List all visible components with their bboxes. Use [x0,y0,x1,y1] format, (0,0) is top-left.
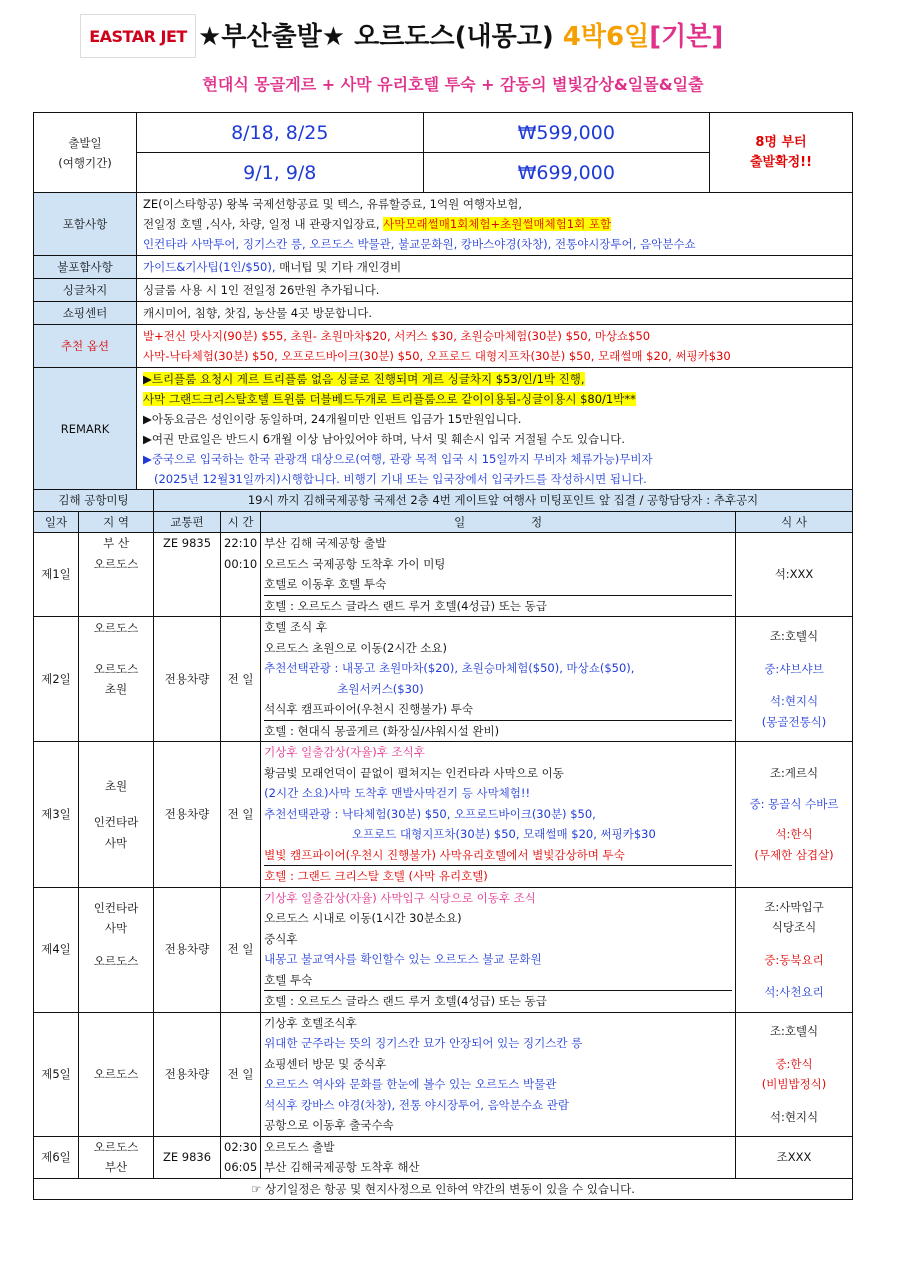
shopping-label: 쇼핑센터 [34,302,137,325]
excludes-content: 가이드&기사팁(1인/$50), 매너팁 및 기타 개인경비 [137,256,853,279]
includes-content: ZE(이스타항공) 왕복 국제선항공료 및 텍스, 유류할증료, 1억원 여행자보험, 전일정 호텔 ,식사, 차량, 일정 내 관광지입장료, 사막모래썰매1회체험+초원썰매체험1회 포함 인컨타라 사막투어, 징기스칸 릉, 오르도스 박물관, 불교문화원, 캉바스야경(차창), 전통야시장투어, 음악분수쇼 [137,193,853,256]
options-content: 발+전신 맛사지(90분) $55, 초원- 초원마차$20, 서커스 $30, 초원승마체험(30분) $50, 마상쇼$50 사막-낙타체험(30분) $50, 오프로드바이크(30분) $50, 오프로드 대형지프차(30분) $50, 모래썰매 $20, 써핑카$30 [137,325,853,368]
single-charge-label: 싱글차지 [34,279,137,302]
day-label: 제3일 [34,742,79,888]
day-schedule: 호텔 조식 후 오르도스 초원으로 이동(2시간 소요) 추천선택관광 : 내몽고 초원마차($20), 초원승마체험($50), 마상쇼($50), 초원서커스($30) 석식후 캠프파이어(우천시 진행불가) 투숙 호텔 : 현대식 몽골게르 (화장실/샤워시설 완비) [261,617,736,742]
day-meals: 조XXX [736,1136,853,1178]
title-duration: 4박6일 [562,22,650,52]
day-transport: 전용차량 [154,887,221,1012]
footer-note: ☞ 상기일정은 항공 및 현지사정으로 인하여 약간의 변동이 있을 수 있습니다. [34,1178,853,1200]
day-region: 초원 인컨타라 사막 [79,742,154,888]
includes-label: 포함사항 [34,193,137,256]
excludes-label: 불포함사항 [34,256,137,279]
day-row [34,742,853,888]
day-time: 전 일 [221,617,261,742]
itinerary-table [33,489,853,1200]
day-row [34,1012,853,1136]
day-label: 제4일 [34,887,79,1012]
col-time: 시 간 [221,511,261,533]
day-schedule: 기상후 일출감상(자율)후 조식후 황금빛 모래언덕이 끝없이 펼쳐지는 인컨타라 사막으로 이동 (2시간 소요)사막 도착후 맨발사막걷기 등 사막체험!! 추천선택관광 : 낙타체험(30분) $50, 오프로드바이크(30분) $50, 오프로드 대형지프차(30분) $50, 모래썰매 $20, 써핑카$30 별빛 캠프파이어(우천시 진행불가) 사막유리호텔에서 별빛감상하며 투숙 호텔 : 그랜드 크리스탈 호텔 (사막 유리호텔) [261,742,736,888]
price-1: ₩599,000 [423,113,709,153]
day-region: 오르도스 오르도스 초원 [79,617,154,742]
hotel-line: 호텔 : 오르도스 글라스 랜드 루거 호텔(4성급) 또는 동급 [264,595,732,617]
meeting-label: 김해 공항미팅 [34,490,154,512]
day-schedule: 부산 김해 국제공항 출발 오르도스 국제공항 도착후 가이 미팅 호텔로 이동후 호텔 투숙 호텔 : 오르도스 글라스 랜드 루거 호텔(4성급) 또는 동급 [261,533,736,617]
single-charge-content: 싱글룸 사용 시 1인 전일정 26만원 추가됩니다. [137,279,853,302]
page-subtitle: 현대식 몽골게르 + 사막 유리호텔 투숙 + 감동의 별빛감상&일몰&일출 [202,75,704,94]
day-schedule: 기상후 호텔조식후 위대한 군주라는 뜻의 징기스칸 묘가 안장되어 있는 징기스칸 릉 쇼핑센터 방문 및 중식후 오르도스 역사와 문화를 한눈에 볼수 있는 오르도스 박물관 석식후 캉바스 야경(차창), 전통 야시장투어, 음악분수쇼 관람 공항으로 이동후 출국수속 [261,1012,736,1136]
day-region: 오르도스 [79,1012,154,1136]
col-region: 지 역 [79,511,154,533]
day-meals: 조:게르식 중: 몽골식 수바르 석:한식 (무제한 삼겹살) [736,742,853,888]
day-time: 22:10 00:10 [221,533,261,617]
hotel-line: 호텔 : 오르도스 글라스 랜드 루거 호텔(4성급) 또는 동급 [264,990,732,1012]
day-label: 제6일 [34,1136,79,1178]
options-label: 추천 옵션 [34,325,137,368]
col-transport: 교통편 [154,511,221,533]
day-meals: 석:XXX [736,533,853,617]
day-meals: 조:호텔식 중:한식 (비빔밥정식) 석:현지식 [736,1012,853,1136]
departure-date-1: 8/18, 8/25 [137,113,424,153]
eastar-jet-logo: EASTAR JET [80,14,196,58]
day-label: 제2일 [34,617,79,742]
day-meals: 조:호텔식 중:샤브샤브 석:현지식 (몽골전통식) [736,617,853,742]
day-time: 전 일 [221,742,261,888]
day-transport: ZE 9835 [154,533,221,617]
day-row [34,533,853,617]
day-region: 오르도스 부산 [79,1136,154,1178]
col-meal: 식 사 [736,511,853,533]
day-schedule: 기상후 일출감상(자율) 사막입구 식당으로 이동후 조식 오르도스 시내로 이동(1시간 30분소요) 중식후 내몽고 불교역사를 확인할수 있는 오르도스 불교 문화원 호텔 투숙 호텔 : 오르도스 글라스 랜드 루거 호텔(4성급) 또는 동급 [261,887,736,1012]
confirm-badge: 8명 부터 출발확정!! [710,113,853,193]
day-meals: 조:사막입구 식당조식 중:동북요리 석:사천요리 [736,887,853,1012]
departure-date-2: 9/1, 9/8 [137,153,424,193]
day-row [34,1136,853,1178]
page-title [198,16,723,53]
title-basic: [기본] [649,22,724,52]
price-2: ₩699,000 [423,153,709,193]
day-row [34,617,853,742]
meeting-info: 19시 까지 김해국제공항 국제선 2층 4번 게이트앞 여행사 미팅포인트 앞 집결 / 공항담당자 : 추후공지 [154,490,853,512]
info-table [33,112,853,491]
day-region: 인컨타라 사막 오르도스 [79,887,154,1012]
day-schedule: 오르도스 출발 부산 김해국제공항 도착후 해산 [261,1136,736,1178]
day-time: 02:30 06:05 [221,1136,261,1178]
day-transport: ZE 9836 [154,1136,221,1178]
day-label: 제5일 [34,1012,79,1136]
shopping-content: 캐시미어, 침향, 찻집, 농산물 4곳 방문합니다. [137,302,853,325]
day-time: 전 일 [221,1012,261,1136]
hotel-line: 호텔 : 현대식 몽골게르 (화장실/샤워시설 완비) [264,720,732,742]
day-time: 전 일 [221,887,261,1012]
remark-label: REMARK [34,368,137,491]
header [0,0,906,110]
day-transport: 전용차량 [154,617,221,742]
hotel-line: 호텔 : 그랜드 크리스탈 호텔 (사막 유리호텔) [264,865,732,887]
day-region: 부 산 오르도스 [79,533,154,617]
day-row [34,887,853,1012]
departure-label: 출발일 (여행기간) [34,113,137,193]
col-schedule: 일 정 [261,511,736,533]
day-label: 제1일 [34,533,79,617]
day-transport: 전용차량 [154,1012,221,1136]
remark-content: ▶트리플룸 요청시 게르 트리플룸 없음 싱글로 진행되며 게르 싱글차지 $53/인/1박 진행, 사막 그랜드크리스탈호텔 트윈룸 더블베드두개로 트리플룸으로 같이이용됨-싱글이용시 $80/1박** ▶아동요금은 성인이랑 동일하며, 24개월미만 인펀트 입금가 15만원입니다. ▶여권 만료일은 반드시 6개월 이상 남아있어야 하며, 낙서 및 훼손시 입국 거절될 수도 있습니다. ▶중국으로 입국하는 한국 관광객 대상으로(여행, 관광 목적 입국 시 15일까지 무비자 체류가능)무비자 (2025년 12월31일까지)시행합니다. 비행기 기내 또는 입국장에서 입국카드를 작성하시면 됩니다. [137,368,853,491]
col-day: 일자 [34,511,79,533]
day-transport: 전용차량 [154,742,221,888]
title-main: ★부산출발★ 오르도스(내몽고) [198,22,554,52]
